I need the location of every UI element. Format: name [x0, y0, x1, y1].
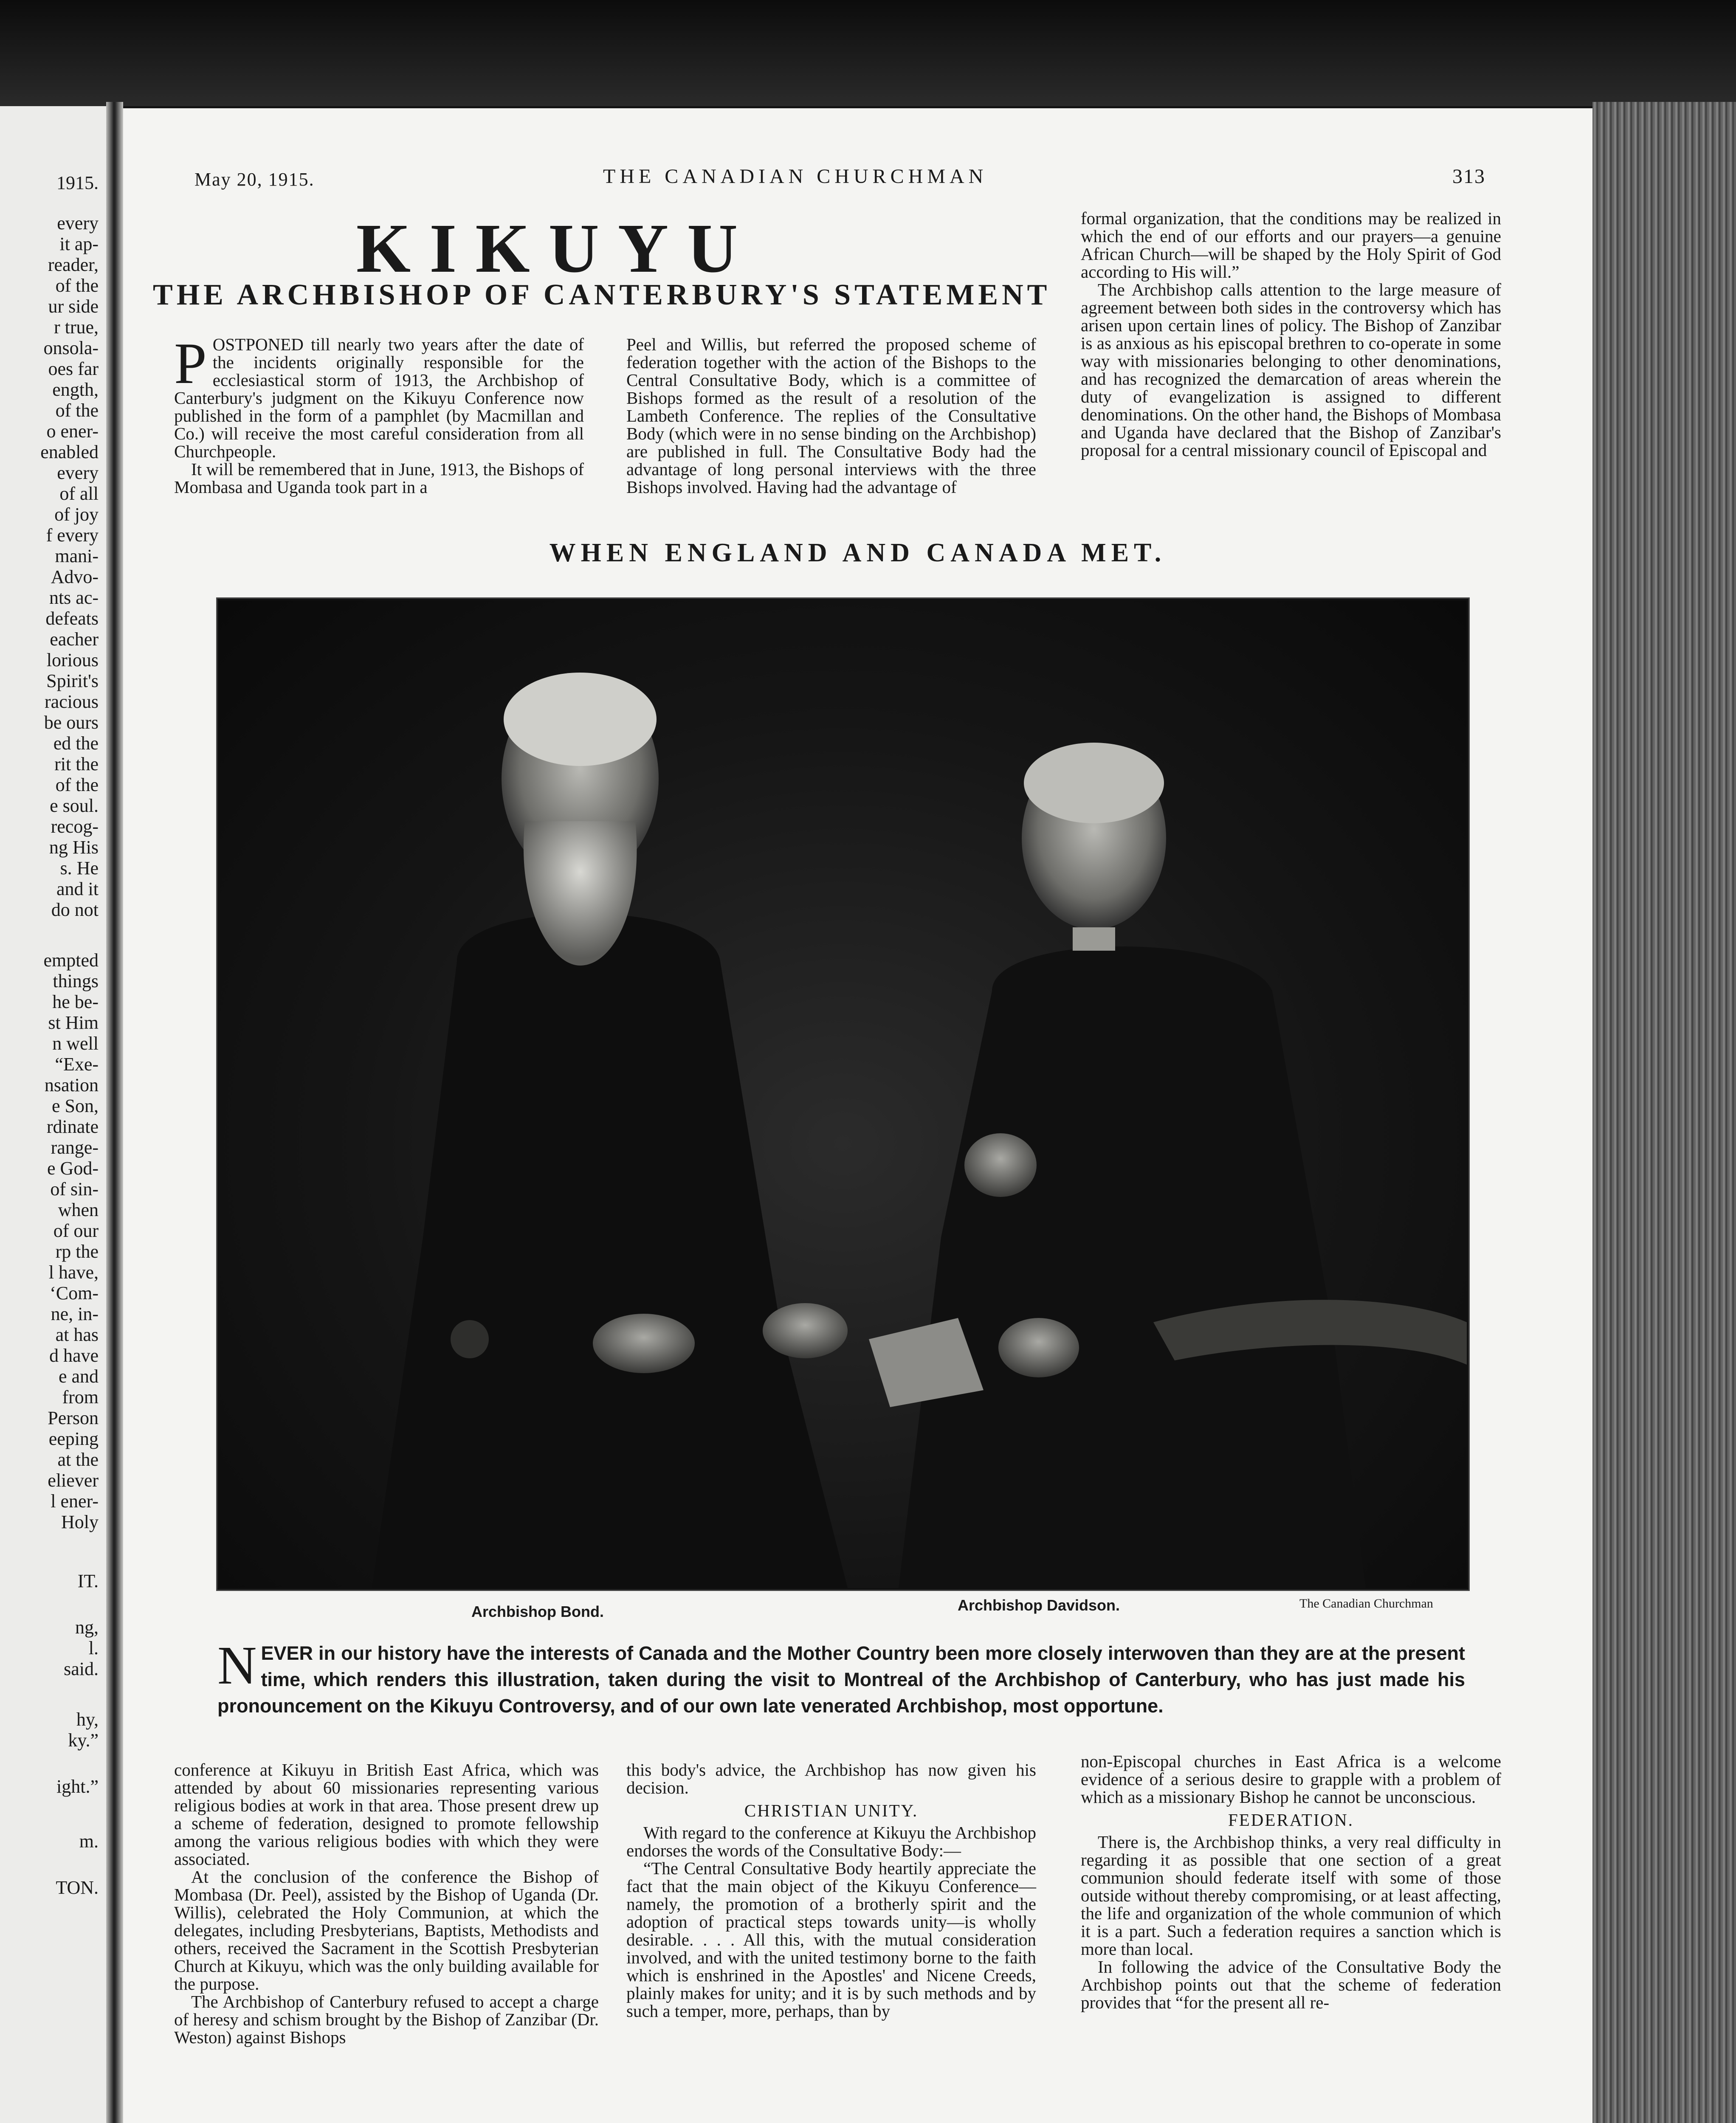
facing-page-text-fragment: rit the: [54, 754, 99, 774]
facing-page-text-fragment: e soul.: [50, 795, 99, 816]
paragraph: The Archbishop calls attention to the large measure of agreement between both sides in the controversy which has arisen upon certain lines of policy. The Bishop of Zanzibar is as anxious as his episcopal brethren to co-operate in some way with missionaries belonging to other denominations, and has recognized the demarcation of areas wherein the duty of evangelization is assigned to different denominations. On the other hand, the Bishops of Mombasa and Uganda have declared that the Bishop of Zanzibar's proposal for a central missionary council of Episcopal and: [1081, 280, 1501, 460]
paragraph: conference at Kikuyu in British East Africa, which was attended by about 60 missionaries representing various religious bodies at work in that area. Those present drew up a scheme of federation, designed to promote fellowship among the various religious bodies with which they were associated.: [174, 1760, 599, 1869]
newspaper-page: [123, 108, 1592, 2123]
facing-page-text-fragment: of the: [55, 774, 99, 795]
paragraph: With regard to the conference at Kikuyu the Archbishop endorses the words of the Consultative Body:—: [626, 1823, 1036, 1860]
facing-page-text-fragment: said.: [64, 1658, 99, 1679]
facing-page-text-fragment: recog-: [51, 816, 99, 837]
facing-page-text-fragment: 1915.: [56, 172, 99, 193]
paragraph: “The Central Consultative Body heartily appreciate the fact that the main object of the Kikuyu Conference—namely, the promotion of a brotherly spirit and the adoption of practical steps towards unity—is wholly desirable. . . . All this, with the mutual consideration involved, and with the united testimony borne to the faith which is enshrined in the Apostles' and Nicene Creeds, plainly makes for unity; and it is by such methods and by such a temper, more, perhaps, than by: [626, 1858, 1036, 2021]
facing-page-text-fragment: things: [53, 971, 99, 991]
page-number: 313: [1452, 165, 1485, 188]
facing-page-text-fragment: eliever: [48, 1470, 99, 1491]
paragraph: There is, the Archbishop thinks, a very real difficulty in regarding it as possible that one section of a great communion should federate itself with some of those outside without thereby compromising, or at least affecting, the life and organization of the whole communion of which it is a part. Such a federation requires a sanction which is more than local.: [1081, 1832, 1501, 1959]
facing-page-text-fragment: l.: [88, 1638, 99, 1658]
bottom-column-2: [626, 1761, 1036, 2020]
facing-page-text-fragment: of all: [59, 483, 99, 504]
facing-page-text-fragment: eeping: [48, 1428, 99, 1449]
facing-page-text-fragment: rdinate: [46, 1116, 99, 1137]
section-heading: CHRISTIAN UNITY.: [744, 1801, 919, 1820]
facing-page-text-fragment: from: [62, 1387, 99, 1408]
facing-page-text-fragment: e and: [58, 1366, 99, 1387]
facing-page-text-fragment: of joy: [54, 504, 99, 525]
facing-page-text-fragment: eacher: [50, 629, 99, 650]
facing-page-text-fragment: e Son,: [52, 1095, 99, 1116]
facing-page-text-fragment: empted: [43, 950, 99, 971]
facing-page-text-fragment: lorious: [46, 650, 99, 670]
facing-page-text-fragment: ed the: [53, 733, 99, 754]
facing-page-text-fragment: o ener-: [46, 421, 99, 442]
facing-page-text-fragment: nts ac-: [49, 587, 99, 608]
facing-page-text-fragment: of sin-: [50, 1179, 99, 1199]
facing-page-text-fragment: ur side: [48, 296, 99, 317]
facing-page-text-fragment: Advo-: [51, 566, 99, 587]
facing-page-text-fragment: l have,: [48, 1262, 99, 1283]
paragraph: At the conclusion of the conference the Bishop of Mombasa (Dr. Peel), assisted by the Bishop of Uganda (Dr. Willis), celebrated the Holy Communion, at which the delegates, including Presbyterians, Baptists, Methodists and others, received the Sacrament in the Scottish Presbyterian Church at Kikuyu, which was the only building available for the purpose.: [174, 1867, 599, 1993]
facing-page-text-fragment: range-: [51, 1137, 99, 1158]
photo-banner: WHEN ENGLAND AND CANADA MET.: [549, 538, 1167, 567]
facing-page-text-fragment: hy,: [76, 1709, 99, 1730]
facing-page-text-fragment: ‘Com-: [50, 1283, 99, 1304]
facing-page-text-fragment: Spirit's: [46, 670, 99, 691]
facing-page-text-fragment: d have: [49, 1345, 99, 1366]
photo-lead-paragraph: [217, 1635, 1465, 1719]
paragraph: formal organization, that the conditions may be realized in which the end of our efforts and our prayers—a genuine African Church—will be shaped by the Holy Spirit of God according to His will.”: [1081, 208, 1501, 282]
archbishops-photograph: [217, 599, 1468, 1590]
article-title: KIKUYU: [356, 209, 757, 287]
facing-page-text-fragment: of our: [53, 1220, 99, 1241]
facing-page-text-fragment: ength,: [52, 379, 99, 400]
scan-border-top: [0, 0, 1736, 106]
facing-page-text-fragment: mani-: [55, 546, 99, 566]
caption-left: Archbishop Bond.: [471, 1603, 604, 1620]
facing-page-text-fragment: defeats: [45, 608, 99, 629]
facing-page-text-fragment: ng,: [75, 1617, 99, 1638]
facing-page-text-fragment: TON.: [56, 1877, 99, 1898]
facing-page-text-fragment: and it: [56, 878, 99, 899]
facing-page-text-fragment: oes far: [48, 358, 99, 379]
photograph-figures: [219, 600, 1467, 1588]
facing-page-text-fragment: ne, in-: [51, 1304, 99, 1324]
paragraph: OSTPONED till nearly two years after the date of the incidents originally responsible for the ecclesiastical storm of 1913, the Archbishop of Canterbury's judgment on the Kikuyu Conference now published in the form of a pamphlet (by Macmillan and Co.) will receive the most careful consideration from all Churchpeople.: [174, 335, 584, 461]
top-column-1: [174, 331, 584, 497]
paragraph: non-Episcopal churches in East Africa is a welcome evidence of a serious desire to grapple with a problem of which as a missionary Bishop he cannot be unconscious.: [1081, 1751, 1501, 1807]
facing-page-text-fragment: rp the: [55, 1241, 99, 1262]
facing-page-text-fragment: r true,: [54, 317, 99, 338]
facing-page-text-fragment: ng His: [49, 837, 99, 858]
issue-date: May 20, 1915.: [194, 169, 315, 190]
facing-page-text-fragment: m.: [79, 1831, 99, 1852]
facing-page-text-fragment: ight.”: [56, 1776, 99, 1797]
paragraph: this body's advice, the Archbishop has now given his decision.: [626, 1760, 1036, 1797]
facing-page-text-fragment: every: [57, 462, 99, 483]
article-subtitle: THE ARCHBISHOP OF CANTERBURY'S STATEMENT: [153, 279, 1051, 311]
caption-right: Archbishop Davidson.: [958, 1596, 1120, 1614]
facing-page-text-fragment: Person: [48, 1408, 99, 1428]
facing-page-text-fragment: every: [57, 213, 99, 234]
facing-page-text-fragment: he be-: [52, 991, 99, 1012]
facing-page-fragment: [0, 106, 106, 2123]
drop-cap: N: [217, 1635, 257, 1695]
facing-page-text-fragment: when: [58, 1199, 99, 1220]
lead-text: EVER in our history have the interests of Canada and the Mother Country been more closely interwoven than they are at the present time, which renders this illustration, taken during the visit to Montreal of the Archbishop of Canterbury, who has just made his pronouncement on the Kikuyu Controversy, and of our own late venerated Archbishop, most opportune.: [217, 1642, 1465, 1717]
facing-page-text-fragment: racious: [44, 691, 99, 712]
facing-page-text-fragment: e God-: [47, 1158, 99, 1179]
facing-page-text-fragment: do not: [51, 899, 99, 920]
paragraph: In following the advice of the Consultative Body the Archbishop points out that the scheme of federation provides that “for the present all re-: [1081, 1957, 1501, 2012]
facing-page-text-fragment: ky.”: [68, 1730, 99, 1751]
bottom-column-1: [174, 1761, 599, 2046]
facing-page-text-fragment: st Him: [48, 1012, 99, 1033]
facing-page-text-fragment: it ap-: [59, 234, 99, 254]
facing-page-text-fragment: at the: [57, 1449, 99, 1470]
book-gutter: [106, 102, 123, 2123]
top-column-3: [1081, 209, 1501, 459]
facing-page-text-fragment: of the: [55, 275, 99, 296]
facing-page-text-fragment: enabled: [40, 442, 99, 462]
facing-page-text-fragment: s. He: [60, 858, 99, 878]
facing-page-text-fragment: l ener-: [51, 1491, 99, 1512]
facing-page-text-fragment: f every: [46, 525, 99, 546]
facing-page-text-fragment: of the: [55, 400, 99, 421]
bottom-column-3: [1081, 1752, 1501, 2011]
drop-cap: P: [174, 331, 207, 396]
facing-page-text-fragment: Holy: [61, 1512, 99, 1532]
facing-page-text-fragment: “Exe-: [55, 1054, 99, 1075]
facing-page-text-fragment: IT.: [77, 1571, 99, 1591]
paragraph: The Archbishop of Canterbury refused to accept a charge of heresy and schism brought by the Bishop of Zanzibar (Dr. Weston) against Bishops: [174, 1992, 599, 2047]
top-column-2: [626, 335, 1036, 496]
publication-name: THE CANADIAN CHURCHMAN: [603, 165, 988, 188]
page-stack-edge: [1592, 102, 1736, 2123]
paragraph: It will be remembered that in June, 1913, the Bishops of Mombasa and Uganda took part in a: [174, 459, 584, 497]
facing-page-text-fragment: nsation: [44, 1075, 99, 1095]
facing-page-text-fragment: n well: [52, 1033, 99, 1054]
section-heading: FEDERATION.: [1228, 1810, 1354, 1830]
facing-page-text-fragment: reader,: [48, 254, 99, 275]
facing-page-text-fragment: onsola-: [43, 338, 99, 358]
facing-page-text-fragment: be ours: [44, 712, 99, 733]
facing-page-text-fragment: at has: [55, 1324, 99, 1345]
photo-credit: The Canadian Churchman: [1299, 1596, 1433, 1611]
paragraph: Peel and Willis, but referred the proposed scheme of federation together with the action of the Bishops to the Central Consultative Body, which is a committee of Bishops formed as the result of a resolution of the Lambeth Conference. The replies of the Consultative Body (which were in no sense binding on the Archbishop) are published in full. The Consultative Body had the advantage of long personal interviews with the three Bishops involved. Having had the advantage of: [626, 335, 1036, 497]
